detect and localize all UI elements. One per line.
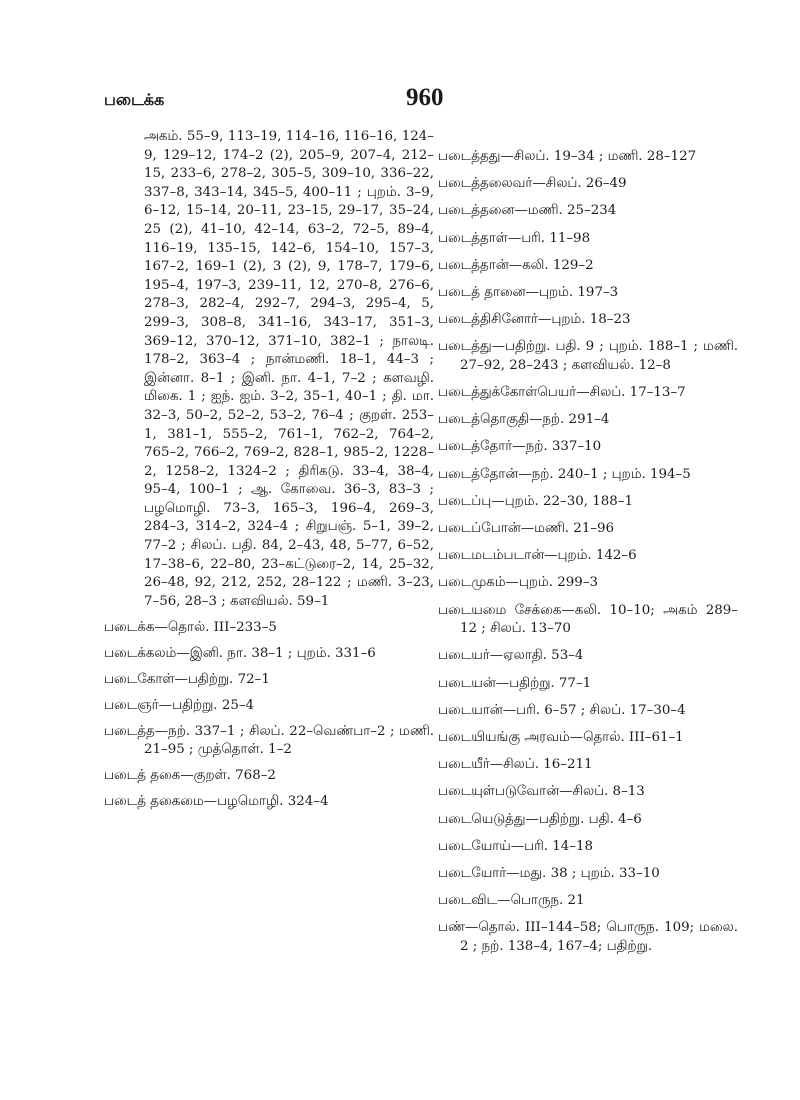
index-entry: அகம். 55–9, 113–19, 114–16, 116–16, 124–9, 129–12, 174–2 (2), 205–9, 207–4, 212–15, 233–6, 278–2, 305–5, 309–10, 336–22, 337–8, 343–14, 345–5, 400–11 ; புறம். 3–9, 6–12, 15–14, 20–11, 23–15, 29–17, 35–24, 25 (2), 41–10, 42–14, 63–2, 72–5, 89–4, 116–19, 135–15, 142–6, 154–10, 157–3, 167–2, 169–1 (2), 3 (2), 9, 178–7, 179–6, 195–4, 197–3, 239–11, 12, 270–8, 276–6, 278–3, 282–4, 292–7, 294–3, 295–4, 5, 299–3, 308–8, 341–16, 343–17, 351–3, 369–12, 370–12, 371–10, 382–1 ; நாலடி. 178–2, 363–4 ; நான்மணி. 18–1, 44–3 ; இன்னா. 8–1 ; இனி. நா. 4–1, 7–2 ; களவழி. மிகை. 1 ; ஐந். ஐம். 3–2, 35–1, 40–1 ; தி. மா. 32–3, 50–2, 52–2, 53–2, 76–4 ; குறள். 253–1, 381–1, 555–2, 761–1, 762–2, 764–2, 765–2, 766–2, 769–2, 828–1, 985–2, 1228–2, 1258–2, 1324–2 ; திரிகடு. 33–4, 38–4, 95–4, 100–1 ; ஆ. கோவை. 36–3, 83–3 ; பழமொழி. 73–3, 165–3, 196–4, 269–3, 284–3, 314–2, 324–4 ; சிறுபஞ். 5–1, 39–2, 77–2 ; சிலப். பதி. 84, 2–43, 48, 5–77, 6–52, 17–38–6, 22–80, 23–கட்டுரை–2, 14, 25–32, 26–48, 92, 212, 252, 28–122 ; மணி. 3–23, 7–56, 28–3 ; களவியல். 59–1 xyxy=(144,129,434,609)
index-entry: படைமடம்படான்—புறம். 142–6 xyxy=(438,548,637,564)
index-entry: படைத்தது—சிலப். 19–34 ; மணி. 28–127 xyxy=(438,149,697,164)
index-entry: படைகோள்—பதிற்று. 72–1 xyxy=(104,671,270,687)
index-entry: படைக்க—தொல். III–233–5 xyxy=(104,619,277,635)
index-entry: படையான்—பரி. 6–57 ; சிலப். 17–30–4 xyxy=(438,702,686,718)
page-number: 960 xyxy=(406,84,444,111)
index-entry: படைத்தனை—மணி. 25–234 xyxy=(438,203,617,219)
index-entry: படையோய்—பரி. 14–18 xyxy=(438,838,594,854)
right-column xyxy=(438,148,738,965)
index-entry: படைத்தோர்—நற். 337–10 xyxy=(438,439,602,455)
index-entry: படையர்—ஏலாதி. 53–4 xyxy=(438,648,584,664)
index-entry: படைமுகம்—புறம். 299–3 xyxy=(438,575,599,591)
index-entry: படைத்தோன்—நற். 240–1 ; புறம். 194–5 xyxy=(438,466,691,482)
index-entry: படைஞர்—பதிற்று. 25–4 xyxy=(104,697,255,713)
index-entry: படைத்தொகுதி—நற். 291–4 xyxy=(438,412,610,428)
index-entry: படைத்திசினோர்—புறம். 18–23 xyxy=(438,312,631,328)
index-entry: படைத்தலைவர்—சிலப். 26–49 xyxy=(438,176,627,192)
index-entry: படைத் தகைமை—பழமொழி. 324–4 xyxy=(104,794,329,810)
index-entry: படைக்கலம்—இனி. நா. 38–1 ; புறம். 331–6 xyxy=(104,645,376,661)
left-column xyxy=(104,128,434,819)
index-entry: படைத்த—நற். 337–1 ; சிலப். 22–வெண்பா–2 ; மணி. 21–95 ; முத்தொள். 1–2 xyxy=(104,723,434,758)
index-entry: படையெடுத்து—பதிற்று. பதி. 4–6 xyxy=(438,811,642,827)
index-entry: படையீர்—சிலப். 16–211 xyxy=(438,757,593,773)
index-entry: பண்—தொல். III–144–58; பொருந. 109; மலை. 2 ; நற். 138–4, 167–4; பதிற்று. xyxy=(438,920,738,954)
index-entry: படையோர்—மது. 38 ; புறம். 33–10 xyxy=(438,865,660,881)
index-entry: படைத்து—பதிற்று. பதி. 9 ; புறம். 188–1 ; மணி. 27–92, 28–243 ; களவியல். 12–8 xyxy=(438,339,738,373)
index-entry: படைத்துக்கோள்பெயர்—சிலப். 17–13–7 xyxy=(438,385,686,401)
index-entry: படைப்போன்—மணி. 21–96 xyxy=(438,521,615,537)
index-entry: படையன்—பதிற்று. 77–1 xyxy=(438,675,592,691)
running-head: படைக்க xyxy=(104,90,165,109)
index-entry: படையமை சேக்கை—கலி. 10–10; அகம் 289–12 ; சிலப். 13–70 xyxy=(438,602,738,637)
index-entry: படைத்தாள்—பரி. 11–98 xyxy=(438,230,591,246)
index-entry: படைப்பு—புறம். 22–30, 188–1 xyxy=(438,493,634,509)
index-entry: படைத் தானை—புறம். 197–3 xyxy=(438,284,619,300)
index-entry: படைத்தான்—கலி. 129–2 xyxy=(438,257,594,273)
index-entry: படைத் தகை—குறள். 768–2 xyxy=(104,768,276,784)
index-entry: படையுள்படுவோன்—சிலப். 8–13 xyxy=(438,784,645,800)
index-entry: படைவிட—பொருந. 21 xyxy=(438,893,585,909)
index-entry: படையியங்கு அரவம்—தொல். III–61–1 xyxy=(438,729,684,745)
